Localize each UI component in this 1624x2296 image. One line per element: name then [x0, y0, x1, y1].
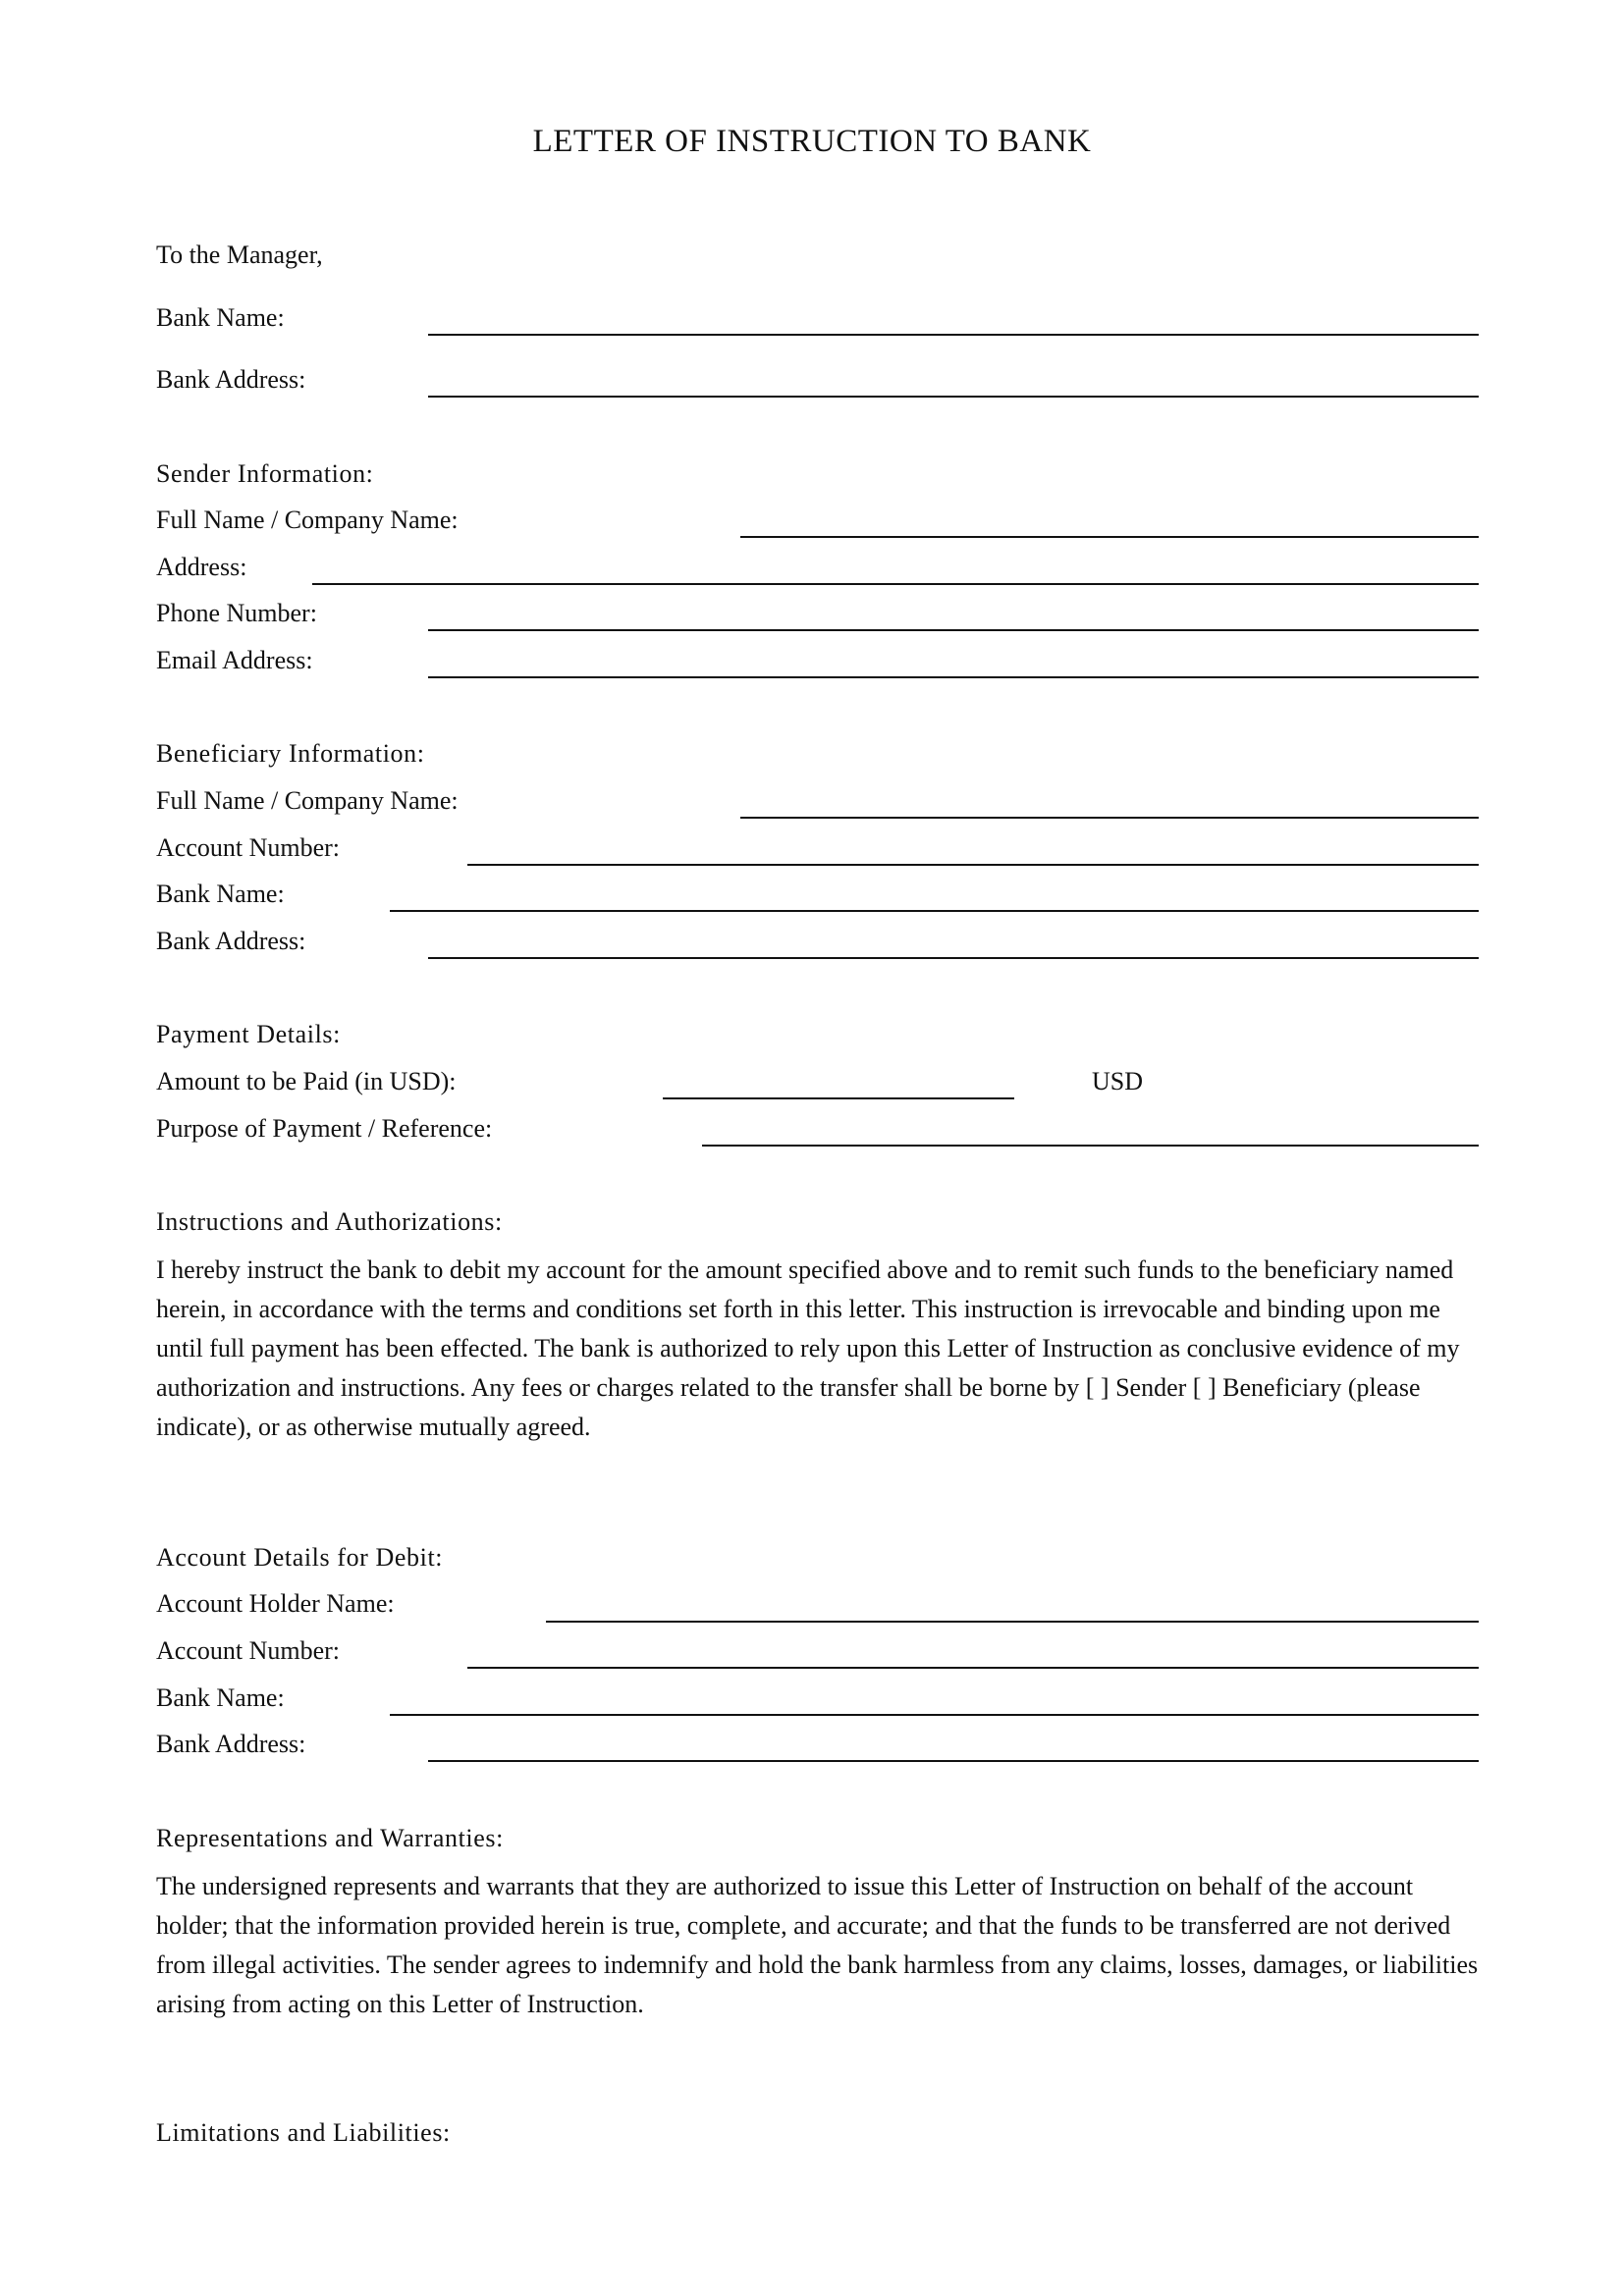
debit-bank-address-label: Bank Address:	[156, 1730, 306, 1758]
instructions-heading: Instructions and Authorizations:	[156, 1207, 503, 1236]
sender-phone-field[interactable]	[428, 629, 1479, 631]
bank-address-field[interactable]	[428, 396, 1479, 398]
beneficiary-bank-name-field[interactable]	[390, 910, 1479, 912]
currency-label: USD	[1092, 1067, 1144, 1095]
debit-account-number-label: Account Number:	[156, 1636, 341, 1665]
bank-name-label: Bank Name:	[156, 303, 285, 332]
beneficiary-bank-address-label: Bank Address:	[156, 927, 306, 955]
sender-heading: Sender Information:	[156, 459, 374, 488]
debit-bank-address-field[interactable]	[428, 1760, 1479, 1762]
debit-holder-label: Account Holder Name:	[156, 1589, 395, 1618]
debit-account-number-field[interactable]	[467, 1667, 1479, 1669]
representations-heading: Representations and Warranties:	[156, 1824, 504, 1852]
document-title: LETTER OF INSTRUCTION TO BANK	[532, 124, 1092, 159]
beneficiary-bank-address-field[interactable]	[428, 957, 1479, 959]
debit-bank-name-label: Bank Name:	[156, 1683, 285, 1712]
instructions-paragraph: I hereby instruct the bank to debit my account for the amount specified above and to remit such funds to the beneficiary named herein, in accordance with the terms and conditions set forth in this letter. This instruction is irrevocable and binding upon me until full payment has been effected. The bank is authorized to rely upon this Letter of Instruction as conclusive evidence of my authorization and instructions. Any fees or charges related to the transfer shall be borne by [ ] Sender [ ] Beneficiary (please indicate), or as otherwise mutually agreed.	[156, 1255, 1460, 1441]
amount-field[interactable]	[663, 1097, 1014, 1099]
beneficiary-full-name-field[interactable]	[740, 817, 1479, 819]
sender-email-field[interactable]	[428, 676, 1479, 678]
sender-address-label: Address:	[156, 553, 247, 581]
sender-address-field[interactable]	[312, 583, 1479, 585]
bank-name-field[interactable]	[428, 334, 1479, 336]
bank-address-label: Bank Address:	[156, 365, 306, 394]
payment-heading: Payment Details:	[156, 1020, 341, 1048]
debit-holder-field[interactable]	[546, 1621, 1479, 1623]
sender-phone-label: Phone Number:	[156, 599, 317, 627]
purpose-field[interactable]	[702, 1145, 1479, 1147]
amount-label: Amount to be Paid (in USD):	[156, 1067, 457, 1095]
beneficiary-account-number-field[interactable]	[467, 864, 1479, 866]
sender-full-name-label: Full Name / Company Name:	[156, 506, 459, 534]
salutation: To the Manager,	[156, 240, 323, 269]
purpose-label: Purpose of Payment / Reference:	[156, 1114, 493, 1143]
sender-full-name-field[interactable]	[740, 536, 1479, 538]
beneficiary-heading: Beneficiary Information:	[156, 739, 425, 768]
beneficiary-full-name-label: Full Name / Company Name:	[156, 786, 459, 815]
debit-bank-name-field[interactable]	[390, 1714, 1479, 1716]
beneficiary-account-number-label: Account Number:	[156, 833, 341, 862]
representations-paragraph: The undersigned represents and warrants that they are authorized to issue this Letter of Instruction on behalf of the account holder; that the information provided herein is true, complete, and accurate; and that the funds to be transferred are not derived from illegal activities. The sender agrees to indemnify and hold the bank harmless from any claims, losses, damages, or liabilities arising from acting on this Letter of Instruction.	[156, 1872, 1479, 2018]
beneficiary-bank-name-label: Bank Name:	[156, 880, 285, 908]
debit-heading: Account Details for Debit:	[156, 1543, 444, 1572]
sender-email-label: Email Address:	[156, 646, 313, 674]
limitations-heading: Limitations and Liabilities:	[156, 2118, 451, 2147]
